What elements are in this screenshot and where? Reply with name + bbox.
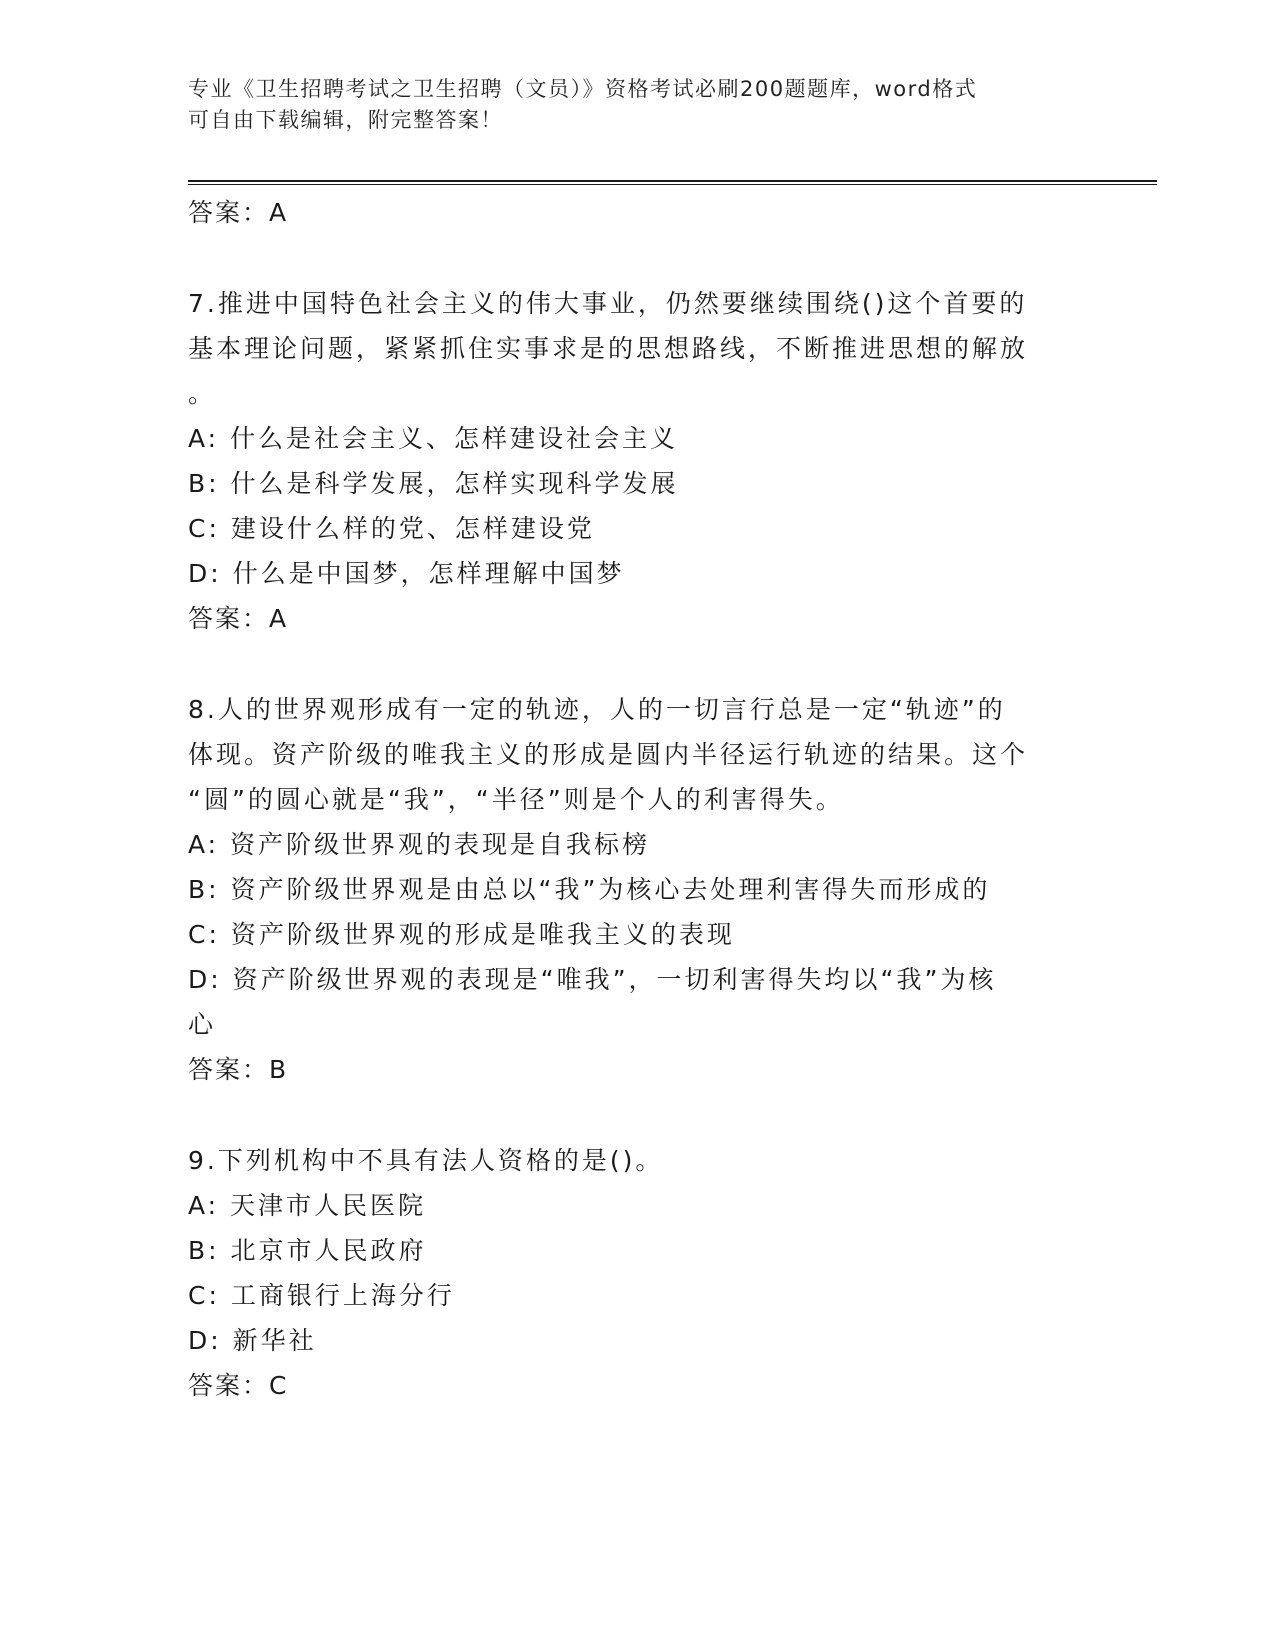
- question-block: [188, 687, 1088, 1092]
- answer-label: 答案：B: [188, 1055, 289, 1084]
- question-stem: [188, 687, 1088, 822]
- header-line-2: 可自由下载编辑，附完整答案！: [188, 108, 503, 132]
- question-stem: [188, 1138, 1088, 1183]
- question-block: [188, 1138, 1088, 1408]
- question-list: [188, 190, 1088, 1408]
- option-b: B: 北京市人民政府: [188, 1236, 427, 1265]
- spacer: [188, 641, 1088, 687]
- answer-label: 答案：A: [188, 604, 289, 633]
- option-d-continued: 心: [188, 1010, 217, 1039]
- stem-line: 体现。资产阶级的唯我主义的形成是圆内半径运行轨迹的结果。这个: [188, 740, 1029, 769]
- previous-answer: 答案：A: [188, 198, 289, 227]
- option-b: B: 什么是科学发展，怎样实现科学发展: [188, 469, 679, 498]
- option-a: A: 什么是社会主义、怎样建设社会主义: [188, 424, 679, 453]
- header-divider: [188, 180, 1157, 185]
- option-c: C: 资产阶级世界观的形成是唯我主义的表现: [188, 920, 735, 949]
- option-c: C: 建设什么样的党、怎样建设党: [188, 514, 595, 543]
- stem-line: 9.下列机构中不具有法人资格的是()。: [188, 1146, 664, 1175]
- stem-line: 8.人的世界观形成有一定的轨迹，人的一切言行总是一定“轨迹”的: [188, 695, 1006, 724]
- option-a: A: 资产阶级世界观的表现是自我标榜: [188, 830, 651, 859]
- question-stem: [188, 281, 1088, 416]
- page-header: [188, 74, 1088, 136]
- question-block: [188, 281, 1088, 641]
- stem-line: 。: [188, 379, 217, 408]
- option-d: D: 新华社: [188, 1326, 317, 1355]
- option-b: B: 资产阶级世界观是由总以“我”为核心去处理利害得失而形成的: [188, 875, 991, 904]
- stem-line: 7.推进中国特色社会主义的伟大事业，仍然要继续围绕()这个首要的: [188, 289, 1028, 318]
- header-line-1: 专业《卫生招聘考试之卫生招聘（文员）》资格考试必刷200题题库，word格式: [188, 77, 978, 101]
- spacer: [188, 1092, 1088, 1138]
- option-d: D: 什么是中国梦，怎样理解中国梦: [188, 559, 625, 588]
- option-d: D: 资产阶级世界观的表现是“唯我”，一切利害得失均以“我”为核: [188, 965, 997, 994]
- stem-line: 基本理论问题，紧紧抓住实事求是的思想路线，不断推进思想的解放: [188, 334, 1029, 363]
- stem-line: “圆”的圆心就是“我”，“半径”则是个人的利害得失。: [188, 785, 844, 814]
- option-a: A: 天津市人民医院: [188, 1191, 427, 1220]
- spacer: [188, 235, 1088, 281]
- answer-label: 答案：C: [188, 1371, 289, 1400]
- option-c: C: 工商银行上海分行: [188, 1281, 455, 1310]
